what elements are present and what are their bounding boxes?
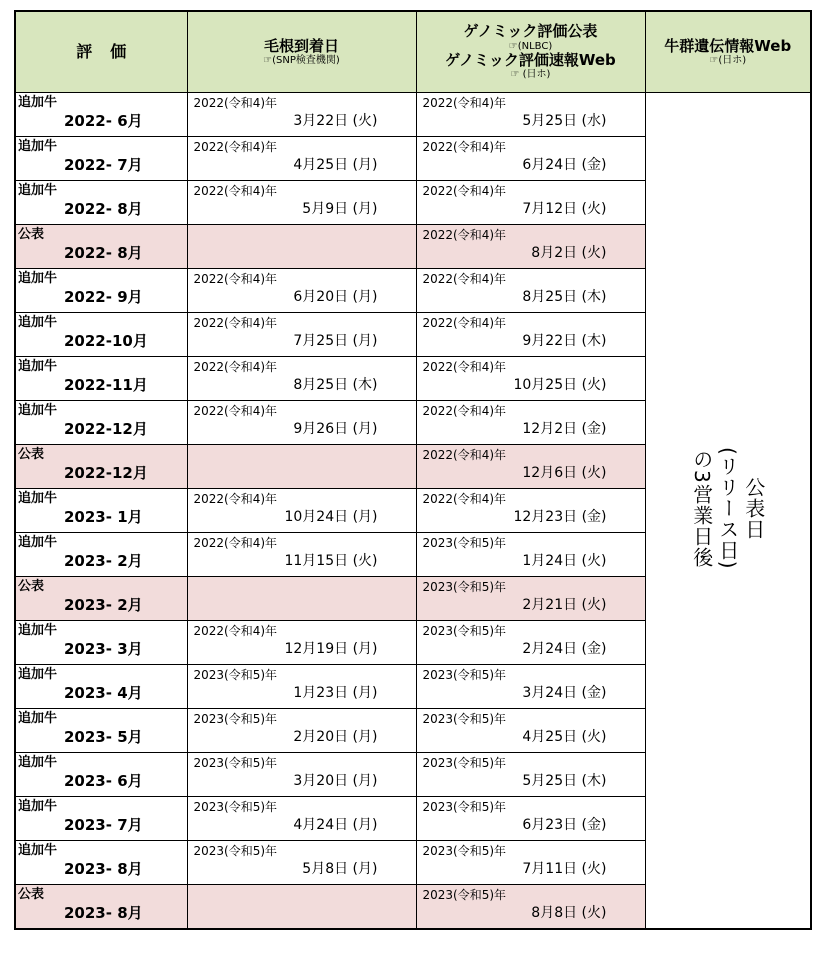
publication-cell bbox=[416, 841, 645, 885]
publication-date: 5月25日 (木) bbox=[522, 773, 607, 789]
arrival-cell bbox=[187, 313, 416, 357]
table-row bbox=[15, 93, 811, 137]
evaluation-month: 2023- 3月 bbox=[64, 640, 143, 658]
evaluation-cell bbox=[15, 445, 187, 489]
header-arrival-source: ☞(SNP検査機関) bbox=[263, 54, 340, 66]
evaluation-cell bbox=[15, 797, 187, 841]
arrival-year bbox=[188, 577, 416, 580]
publication-cell bbox=[416, 665, 645, 709]
publication-date: 7月11日 (火) bbox=[522, 861, 607, 877]
evaluation-cell bbox=[15, 709, 187, 753]
evaluation-month: 2023- 7月 bbox=[64, 816, 143, 834]
header-genomic-source-2: ☞ (日ホ) bbox=[510, 69, 551, 81]
header-genomic-publication bbox=[416, 11, 645, 93]
publication-date: 6月24日 (金) bbox=[522, 157, 607, 173]
arrival-date: 2月20日 (月) bbox=[293, 729, 378, 745]
publication-cell bbox=[416, 753, 645, 797]
publication-year: 2022(令和4)年 bbox=[422, 448, 507, 462]
evaluation-month: 2022- 7月 bbox=[64, 156, 143, 174]
arrival-cell bbox=[187, 533, 416, 577]
arrival-year: 2023(令和5)年 bbox=[193, 712, 278, 726]
header-herd-source: ☞(日ホ) bbox=[709, 54, 747, 66]
arrival-year: 2022(令和4)年 bbox=[193, 360, 278, 374]
publication-year: 2023(令和5)年 bbox=[422, 536, 507, 550]
arrival-date: 8月25日 (木) bbox=[293, 377, 378, 393]
arrival-date: 6月20日 (月) bbox=[293, 289, 378, 305]
arrival-cell bbox=[187, 225, 416, 269]
evaluation-type: 追加牛 bbox=[18, 535, 58, 550]
evaluation-cell bbox=[15, 313, 187, 357]
arrival-date: 4月25日 (月) bbox=[293, 157, 378, 173]
evaluation-month: 2022- 9月 bbox=[64, 288, 143, 306]
publication-cell bbox=[416, 401, 645, 445]
publication-date: 6月23日 (金) bbox=[522, 817, 607, 833]
evaluation-type: 追加牛 bbox=[18, 667, 58, 682]
release-note-line-3: の3営業日後 bbox=[689, 449, 714, 568]
arrival-year: 2022(令和4)年 bbox=[193, 624, 278, 638]
arrival-date: 11月15日 (火) bbox=[284, 553, 378, 569]
evaluation-month: 2022-10月 bbox=[64, 332, 148, 350]
arrival-year: 2022(令和4)年 bbox=[193, 316, 278, 330]
evaluation-cell bbox=[15, 489, 187, 533]
arrival-date: 3月22日 (火) bbox=[293, 113, 378, 129]
arrival-cell bbox=[187, 753, 416, 797]
arrival-cell bbox=[187, 489, 416, 533]
arrival-year: 2022(令和4)年 bbox=[193, 272, 278, 286]
evaluation-type: 公表 bbox=[18, 227, 45, 242]
publication-date: 9月22日 (木) bbox=[522, 333, 607, 349]
arrival-year: 2023(令和5)年 bbox=[193, 668, 278, 682]
header-herd-title: 牛群遺伝情報Web bbox=[664, 36, 792, 55]
header-genomic-title-2: ゲノミック評価速報Web bbox=[445, 51, 616, 69]
publication-date: 12月2日 (金) bbox=[522, 421, 607, 437]
publication-year: 2023(令和5)年 bbox=[422, 580, 507, 594]
evaluation-month: 2023- 8月 bbox=[64, 860, 143, 878]
arrival-year: 2022(令和4)年 bbox=[193, 404, 278, 418]
publication-year: 2023(令和5)年 bbox=[422, 888, 507, 902]
evaluation-month: 2023- 4月 bbox=[64, 684, 143, 702]
evaluation-type: 追加牛 bbox=[18, 315, 58, 330]
evaluation-type: 追加牛 bbox=[18, 623, 58, 638]
publication-cell bbox=[416, 533, 645, 577]
arrival-year: 2023(令和5)年 bbox=[193, 756, 278, 770]
publication-date: 8月8日 (火) bbox=[531, 905, 607, 921]
arrival-cell bbox=[187, 445, 416, 489]
header-row bbox=[15, 11, 811, 93]
arrival-year: 2022(令和4)年 bbox=[193, 184, 278, 198]
evaluation-month: 2023- 2月 bbox=[64, 552, 143, 570]
arrival-cell bbox=[187, 665, 416, 709]
evaluation-cell bbox=[15, 577, 187, 621]
publication-cell bbox=[416, 885, 645, 930]
evaluation-month: 2023- 8月 bbox=[64, 904, 143, 922]
header-arrival-date bbox=[187, 11, 416, 93]
arrival-cell bbox=[187, 93, 416, 137]
evaluation-month: 2023- 5月 bbox=[64, 728, 143, 746]
arrival-cell bbox=[187, 137, 416, 181]
publication-cell bbox=[416, 621, 645, 665]
evaluation-cell bbox=[15, 137, 187, 181]
publication-date: 8月2日 (火) bbox=[531, 245, 607, 261]
header-arrival-title: 毛根到着日 bbox=[263, 36, 339, 55]
evaluation-month: 2022-12月 bbox=[64, 464, 148, 482]
publication-cell bbox=[416, 709, 645, 753]
arrival-cell bbox=[187, 841, 416, 885]
arrival-date: 5月9日 (月) bbox=[302, 201, 378, 217]
evaluation-month: 2023- 1月 bbox=[64, 508, 143, 526]
schedule-table bbox=[14, 10, 812, 930]
publication-date: 12月6日 (火) bbox=[522, 465, 607, 481]
publication-cell bbox=[416, 225, 645, 269]
publication-cell bbox=[416, 93, 645, 137]
arrival-year: 2022(令和4)年 bbox=[193, 536, 278, 550]
arrival-date: 1月23日 (月) bbox=[293, 685, 378, 701]
publication-year: 2023(令和5)年 bbox=[422, 756, 507, 770]
publication-date: 12月23日 (金) bbox=[513, 509, 607, 525]
arrival-year bbox=[188, 885, 416, 888]
evaluation-month: 2022-12月 bbox=[64, 420, 148, 438]
publication-year: 2022(令和4)年 bbox=[422, 492, 507, 506]
evaluation-type: 追加牛 bbox=[18, 95, 58, 110]
evaluation-type: 追加牛 bbox=[18, 271, 58, 286]
header-herd-genetic-web bbox=[645, 11, 811, 93]
publication-date: 5月25日 (水) bbox=[522, 113, 607, 129]
publication-year: 2022(令和4)年 bbox=[422, 404, 507, 418]
arrival-cell bbox=[187, 577, 416, 621]
publication-cell bbox=[416, 797, 645, 841]
arrival-date: 5月8日 (月) bbox=[302, 861, 378, 877]
publication-year: 2023(令和5)年 bbox=[422, 844, 507, 858]
arrival-cell bbox=[187, 401, 416, 445]
release-note-cell bbox=[645, 93, 811, 930]
evaluation-type: 追加牛 bbox=[18, 799, 58, 814]
evaluation-type: 追加牛 bbox=[18, 183, 58, 198]
publication-date: 10月25日 (火) bbox=[513, 377, 607, 393]
arrival-year: 2022(令和4)年 bbox=[193, 96, 278, 110]
evaluation-month: 2023- 2月 bbox=[64, 596, 143, 614]
publication-year: 2023(令和5)年 bbox=[422, 624, 507, 638]
arrival-year: 2022(令和4)年 bbox=[193, 140, 278, 154]
publication-date: 7月12日 (火) bbox=[522, 201, 607, 217]
publication-cell bbox=[416, 181, 645, 225]
evaluation-month: 2023- 6月 bbox=[64, 772, 143, 790]
evaluation-type: 追加牛 bbox=[18, 843, 58, 858]
evaluation-type: 追加牛 bbox=[18, 711, 58, 726]
evaluation-type: 公表 bbox=[18, 579, 45, 594]
header-genomic-title-1: ゲノミック評価公表 bbox=[463, 22, 598, 41]
evaluation-month: 2022- 8月 bbox=[64, 200, 143, 218]
arrival-cell bbox=[187, 181, 416, 225]
arrival-year bbox=[188, 445, 416, 448]
publication-year: 2023(令和5)年 bbox=[422, 712, 507, 726]
evaluation-type: 公表 bbox=[18, 447, 45, 462]
arrival-year bbox=[188, 225, 416, 228]
evaluation-cell bbox=[15, 621, 187, 665]
arrival-year: 2023(令和5)年 bbox=[193, 800, 278, 814]
evaluation-type: 公表 bbox=[18, 887, 45, 902]
arrival-cell bbox=[187, 357, 416, 401]
evaluation-cell bbox=[15, 181, 187, 225]
arrival-date: 7月25日 (月) bbox=[293, 333, 378, 349]
publication-cell bbox=[416, 137, 645, 181]
publication-date: 1月24日 (火) bbox=[522, 553, 607, 569]
publication-year: 2023(令和5)年 bbox=[422, 800, 507, 814]
evaluation-cell bbox=[15, 401, 187, 445]
release-note-line-1: 公表日 bbox=[741, 476, 766, 540]
publication-year: 2022(令和4)年 bbox=[422, 184, 507, 198]
evaluation-cell bbox=[15, 269, 187, 313]
publication-date: 2月21日 (火) bbox=[522, 597, 607, 613]
evaluation-cell bbox=[15, 225, 187, 269]
publication-year: 2022(令和4)年 bbox=[422, 96, 507, 110]
publication-year: 2023(令和5)年 bbox=[422, 668, 507, 682]
publication-cell bbox=[416, 269, 645, 313]
arrival-cell bbox=[187, 709, 416, 753]
arrival-date: 12月19日 (月) bbox=[284, 641, 378, 657]
publication-year: 2022(令和4)年 bbox=[422, 228, 507, 242]
header-evaluation: 評価 bbox=[15, 11, 187, 93]
evaluation-cell bbox=[15, 841, 187, 885]
arrival-cell bbox=[187, 885, 416, 930]
evaluation-cell bbox=[15, 93, 187, 137]
evaluation-cell bbox=[15, 753, 187, 797]
publication-cell bbox=[416, 577, 645, 621]
evaluation-month: 2022-11月 bbox=[64, 376, 148, 394]
table-body bbox=[15, 93, 811, 930]
arrival-year: 2022(令和4)年 bbox=[193, 492, 278, 506]
publication-cell bbox=[416, 313, 645, 357]
publication-date: 3月24日 (金) bbox=[522, 685, 607, 701]
evaluation-type: 追加牛 bbox=[18, 755, 58, 770]
evaluation-cell bbox=[15, 533, 187, 577]
publication-year: 2022(令和4)年 bbox=[422, 316, 507, 330]
evaluation-type: 追加牛 bbox=[18, 139, 58, 154]
arrival-date: 10月24日 (月) bbox=[284, 509, 378, 525]
publication-date: 8月25日 (木) bbox=[522, 289, 607, 305]
arrival-date: 9月26日 (月) bbox=[293, 421, 378, 437]
release-note-line-2: (リリース日) bbox=[715, 447, 740, 570]
evaluation-cell bbox=[15, 885, 187, 930]
evaluation-month: 2022- 8月 bbox=[64, 244, 143, 262]
publication-date: 2月24日 (金) bbox=[522, 641, 607, 657]
publication-year: 2022(令和4)年 bbox=[422, 140, 507, 154]
evaluation-cell bbox=[15, 357, 187, 401]
evaluation-type: 追加牛 bbox=[18, 359, 58, 374]
evaluation-type: 追加牛 bbox=[18, 403, 58, 418]
arrival-cell bbox=[187, 621, 416, 665]
arrival-cell bbox=[187, 797, 416, 841]
evaluation-month: 2022- 6月 bbox=[64, 112, 143, 130]
publication-cell bbox=[416, 357, 645, 401]
publication-year: 2022(令和4)年 bbox=[422, 272, 507, 286]
header-genomic-source-1: ☞(NLBC) bbox=[508, 40, 553, 52]
arrival-date: 4月24日 (月) bbox=[293, 817, 378, 833]
arrival-cell bbox=[187, 269, 416, 313]
evaluation-cell bbox=[15, 665, 187, 709]
evaluation-type: 追加牛 bbox=[18, 491, 58, 506]
publication-date: 4月25日 (火) bbox=[522, 729, 607, 745]
publication-year: 2022(令和4)年 bbox=[422, 360, 507, 374]
release-note bbox=[690, 447, 766, 570]
publication-cell bbox=[416, 489, 645, 533]
arrival-date: 3月20日 (月) bbox=[293, 773, 378, 789]
publication-cell bbox=[416, 445, 645, 489]
arrival-year: 2023(令和5)年 bbox=[193, 844, 278, 858]
